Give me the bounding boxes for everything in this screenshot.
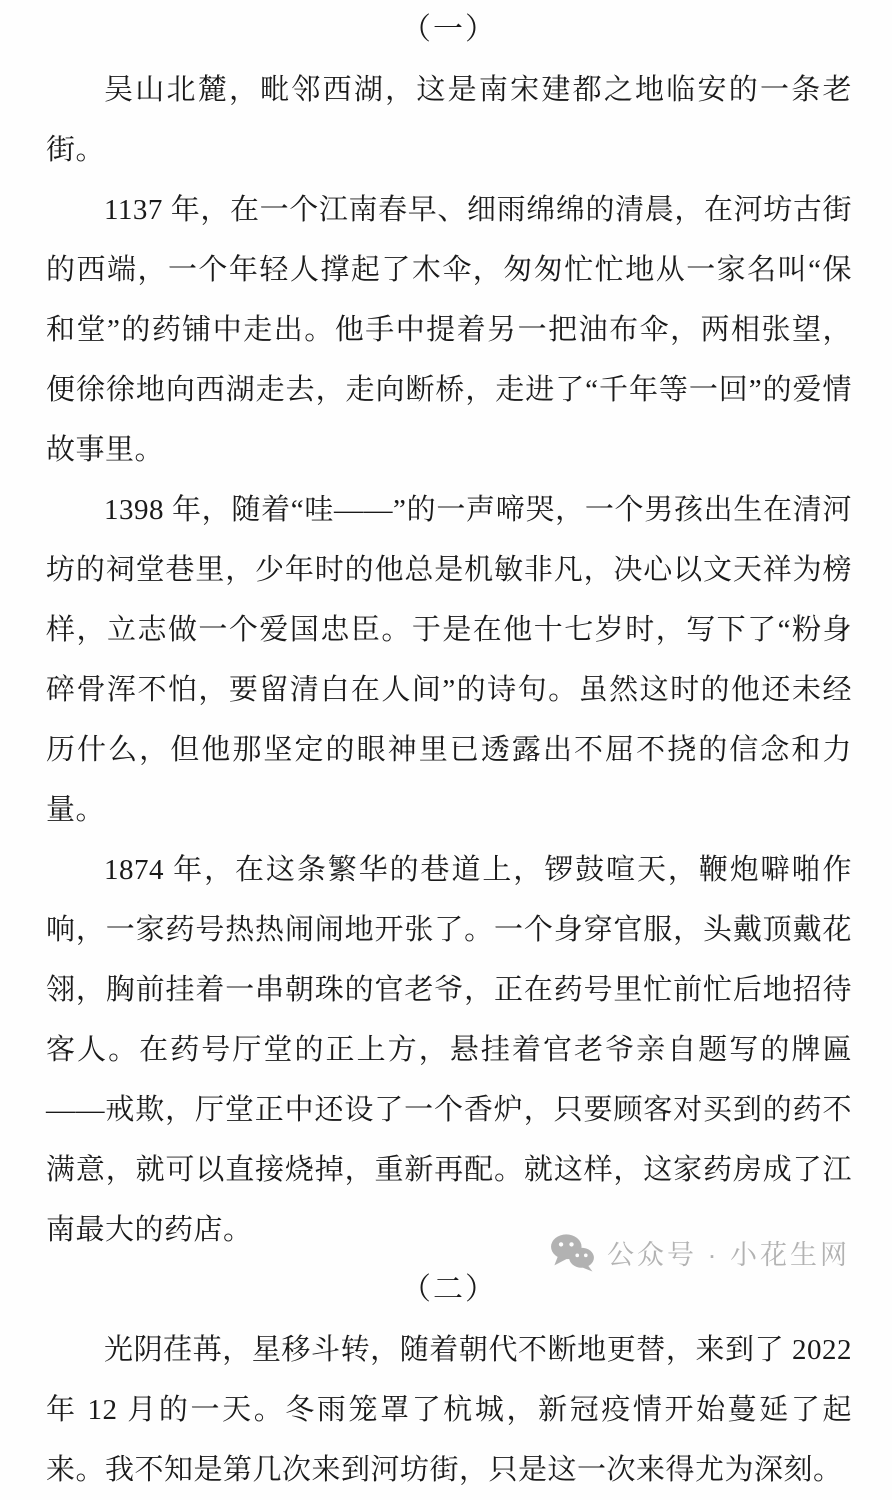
watermark-label: 公众号 · 小花生网 bbox=[607, 1239, 850, 1270]
watermark bbox=[549, 1232, 850, 1272]
paragraph-1137: 1137 年，在一个江南春早、细雨绵绵的清晨，在河坊古街的西端，一个年轻人撑起了木伞，匆匆忙忙地从一家名叫“保和堂”的药铺中走出。他手中提着另一把油布伞，两相张望，便徐徐地向西湖走去，走向断桥，走进了“千年等一回”的爱情故事里。 bbox=[46, 194, 852, 466]
section-heading-two: （二） bbox=[401, 1273, 497, 1306]
section-heading-one: （一） bbox=[401, 13, 497, 46]
paragraph-1398: 1398 年，随着“哇——”的一声啼哭，一个男孩出生在清河坊的祠堂巷里，少年时的他总是机敏非凡，决心以文天祥为榜样，立志做一个爱国忠臣。于是在他十七岁时，写下了“粉身碎骨浑不怕，要留清白在人间”的诗句。虽然这时的他还未经历什么，但他那坚定的眼神里已透露出不屈不挠的信念和力量。 bbox=[46, 494, 852, 826]
wechat-icon bbox=[549, 1232, 595, 1272]
paragraph-2022: 光阴荏苒，星移斗转，随着朝代不断地更替，来到了 2022 年 12 月的一天。冬雨笼罩了杭城，新冠疫情开始蔓延了起来。我不知是第几次来到河坊街，只是这一次来得尤为深刻。 bbox=[46, 1334, 852, 1486]
paragraph-1874: 1874 年，在这条繁华的巷道上，锣鼓喧天，鞭炮噼啪作响，一家药号热热闹闹地开张了。一个身穿官服，头戴顶戴花翎，胸前挂着一串朝珠的官老爷，正在药号里忙前忙后地招待客人。在药号厅堂的正上方，悬挂着官老爷亲自题写的牌匾——戒欺，厅堂正中还设了一个香炉，只要顾客对买到的药不满意，就可以直接烧掉，重新再配。就这样，这家药房成了江南最大的药店。 bbox=[46, 854, 852, 1246]
paragraph-old-street: 吴山北麓，毗邻西湖，这是南宋建都之地临安的一条老街。 bbox=[46, 74, 852, 166]
